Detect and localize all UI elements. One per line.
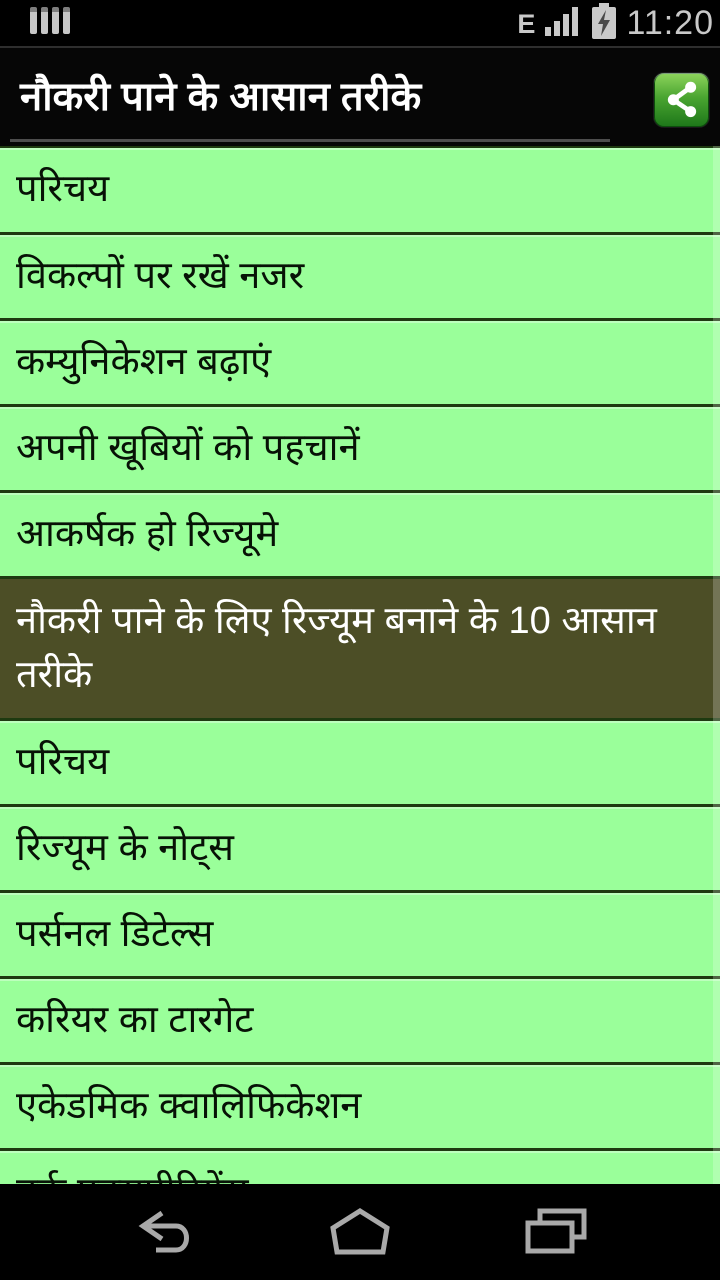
title-underline xyxy=(10,139,610,142)
navigation-bar xyxy=(0,1184,720,1280)
recents-button[interactable] xyxy=(522,1206,590,1258)
list-item-selected[interactable]: नौकरी पाने के लिए रिज्यूम बनाने के 10 आसान तरीके xyxy=(0,576,720,718)
list-item[interactable]: कम्युनिकेशन बढ़ाएं xyxy=(0,318,720,404)
status-indicators xyxy=(517,0,714,46)
app-header xyxy=(0,46,720,146)
network-type-indicator: E xyxy=(517,8,536,39)
notification-bars-icon xyxy=(30,7,70,34)
battery-charging-icon xyxy=(591,2,617,45)
list-item[interactable]: आकर्षक हो रिज्यूमे xyxy=(0,490,720,576)
list-item[interactable]: एकेडमिक क्वालिफिकेशन xyxy=(0,1062,720,1148)
share-icon xyxy=(660,76,704,125)
list-item[interactable]: परिचय xyxy=(0,146,720,232)
app-title: नौकरी पाने के आसान तरीके xyxy=(20,74,422,119)
list-item[interactable]: पर्सनल डिटेल्स xyxy=(0,890,720,976)
signal-strength-icon xyxy=(544,5,582,42)
status-time: 11:20 xyxy=(626,4,714,42)
list-item[interactable]: विकल्पों पर रखें नजर xyxy=(0,232,720,318)
list-item[interactable]: रिज्यूम के नोट्स xyxy=(0,804,720,890)
scrollbar-track[interactable] xyxy=(713,146,720,1184)
list-item[interactable]: परिचय xyxy=(0,718,720,804)
list-item[interactable]: अपनी खूबियों को पहचानें xyxy=(0,404,720,490)
home-button[interactable] xyxy=(326,1206,394,1258)
recents-icon xyxy=(524,1207,588,1258)
chapter-list xyxy=(0,146,720,1184)
status-bar xyxy=(0,0,720,46)
share-button[interactable] xyxy=(653,72,710,128)
list-item[interactable]: करियर का टारगेट xyxy=(0,976,720,1062)
home-icon xyxy=(328,1207,392,1258)
back-button[interactable] xyxy=(130,1206,198,1258)
back-icon xyxy=(130,1207,198,1258)
